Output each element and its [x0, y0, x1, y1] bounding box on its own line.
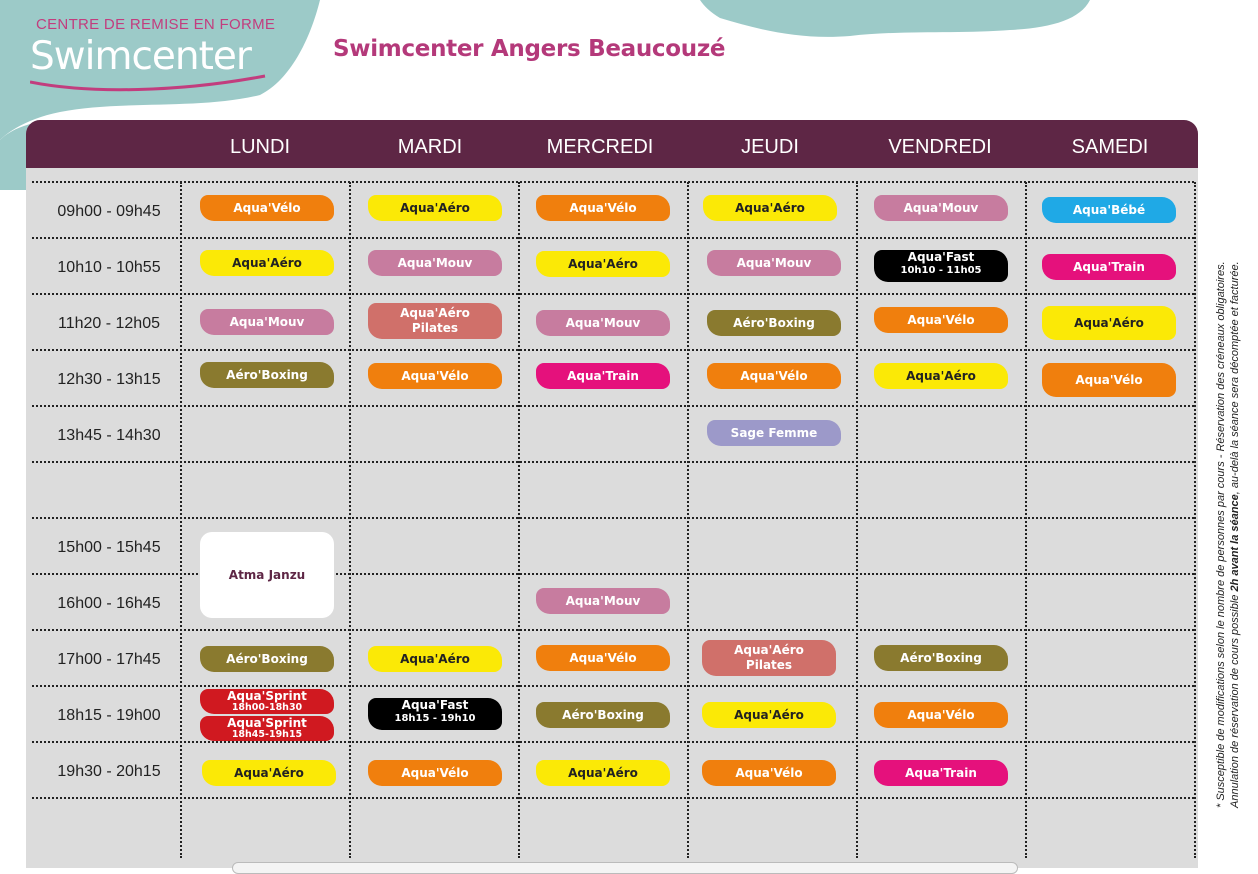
time-slot-label: 16h00 - 16h45	[57, 595, 161, 612]
grid-line	[32, 517, 1194, 519]
grid-line	[32, 349, 1194, 351]
page-title: Swimcenter Angers Beaucouzé	[333, 36, 726, 62]
class-aqua-mouv[interactable]: Aqua'Mouv	[874, 195, 1008, 221]
class-name: Aqua'Fast	[401, 698, 469, 712]
class-name: Aqua'Fast	[907, 250, 975, 264]
brand-logo: Swimcenter	[30, 34, 251, 79]
disclaimer-line-2	[1228, 188, 1242, 808]
grid-line	[32, 741, 1194, 743]
class-aero-boxing[interactable]: Aéro'Boxing	[536, 702, 670, 728]
time-slot-label: 15h00 - 15h45	[57, 539, 161, 556]
disclaimer-text: , au-delà la séance sera décomptée et facturée.	[1229, 261, 1241, 495]
class-name: Aqua'Aéro	[400, 306, 470, 320]
class-aqua-aero[interactable]: Aqua'Aéro	[368, 646, 502, 672]
bottom-scroll-bar[interactable]	[232, 862, 1018, 874]
grid-column-line	[1194, 182, 1196, 858]
class-aqua-fast[interactable]	[368, 698, 502, 730]
class-aqua-aero[interactable]: Aqua'Aéro	[1042, 306, 1176, 340]
time-slot-label: 18h15 - 19h00	[57, 707, 161, 724]
class-aqua-aero[interactable]: Aqua'Aéro	[536, 251, 670, 277]
days-header	[26, 120, 1198, 168]
class-aqua-velo[interactable]: Aqua'Vélo	[200, 195, 334, 221]
time-slot-label: 17h00 - 17h45	[57, 651, 161, 668]
class-aqua-velo[interactable]: Aqua'Vélo	[536, 195, 670, 221]
class-aqua-velo[interactable]: Aqua'Vélo	[368, 363, 502, 389]
time-slot-label: 10h10 - 10h55	[57, 259, 161, 276]
class-name-line2: Pilates	[745, 658, 793, 672]
class-aqua-velo[interactable]: Aqua'Vélo	[707, 363, 841, 389]
class-aqua-mouv[interactable]: Aqua'Mouv	[200, 309, 334, 335]
class-aqua-aero[interactable]: Aqua'Aéro	[703, 195, 837, 221]
disclaimer-note	[1214, 188, 1242, 808]
class-aqua-aero-pilates[interactable]	[368, 303, 502, 339]
class-aqua-aero[interactable]: Aqua'Aéro	[536, 760, 670, 786]
grid-line	[32, 629, 1194, 631]
time-slot-label: 13h45 - 14h30	[57, 427, 161, 444]
class-aero-boxing[interactable]: Aéro'Boxing	[200, 362, 334, 388]
time-slot-label: 19h30 - 20h15	[57, 763, 161, 780]
class-name: Aqua'Sprint	[227, 716, 307, 730]
class-aqua-velo[interactable]: Aqua'Vélo	[874, 702, 1008, 728]
logo-swoosh-icon	[30, 74, 270, 92]
disclaimer-emphasis: 2h avant la séance	[1229, 494, 1241, 592]
grid-line	[32, 405, 1194, 407]
day-tuesday: MARDI	[397, 136, 463, 158]
class-aqua-train[interactable]: Aqua'Train	[1042, 254, 1176, 280]
class-aqua-velo[interactable]: Aqua'Vélo	[536, 645, 670, 671]
class-time: 18h15 - 19h10	[394, 713, 476, 724]
class-aqua-aero-pilates[interactable]	[702, 640, 836, 676]
grid-column-line	[856, 182, 858, 858]
class-aqua-aero[interactable]: Aqua'Aéro	[200, 250, 334, 276]
class-aqua-mouv[interactable]: Aqua'Mouv	[368, 250, 502, 276]
grid-line	[32, 685, 1194, 687]
class-aqua-aero[interactable]: Aqua'Aéro	[702, 702, 836, 728]
class-sage-femme[interactable]: Sage Femme	[707, 420, 841, 446]
day-wednesday: MERCREDI	[546, 136, 654, 158]
class-aqua-mouv[interactable]: Aqua'Mouv	[707, 250, 841, 276]
day-monday: LUNDI	[229, 136, 290, 158]
grid-line	[32, 797, 1194, 799]
class-atma-janzu[interactable]: Atma Janzu	[200, 532, 334, 618]
class-aqua-mouv[interactable]: Aqua'Mouv	[536, 588, 670, 614]
class-name: Aqua'Sprint	[227, 689, 307, 703]
class-aqua-aero[interactable]: Aqua'Aéro	[368, 195, 502, 221]
class-aqua-train[interactable]: Aqua'Train	[536, 363, 670, 389]
day-friday: VENDREDI	[888, 136, 992, 158]
class-aero-boxing[interactable]: Aéro'Boxing	[707, 310, 841, 336]
day-saturday: SAMEDI	[1071, 136, 1149, 158]
grid-column-line	[180, 182, 182, 858]
disclaimer-text: Annulation de réservation de cours possible	[1229, 591, 1241, 808]
class-aqua-sprint[interactable]	[200, 689, 334, 714]
class-aqua-bebe[interactable]: Aqua'Bébé	[1042, 197, 1176, 223]
grid-line	[32, 293, 1194, 295]
class-aqua-aero[interactable]: Aqua'Aéro	[202, 760, 336, 786]
class-aero-boxing[interactable]: Aéro'Boxing	[874, 645, 1008, 671]
time-slot-label: 11h20 - 12h05	[57, 315, 160, 332]
time-slot-label: 12h30 - 13h15	[57, 371, 161, 388]
class-aqua-velo[interactable]: Aqua'Vélo	[1042, 363, 1176, 397]
schedule-board	[26, 120, 1198, 868]
class-aqua-train[interactable]: Aqua'Train	[874, 760, 1008, 786]
class-aqua-fast[interactable]	[874, 250, 1008, 282]
class-name: Aqua'Aéro	[734, 643, 804, 657]
grid-column-line	[687, 182, 689, 858]
disclaimer-line: * Susceptible de modifications selon le nombre de personnes par cours - Réservation des créneaux obligatoires.	[1215, 261, 1227, 808]
day-thursday: JEUDI	[741, 136, 799, 158]
class-time: 18h00-18h30	[231, 702, 303, 713]
class-aqua-mouv[interactable]: Aqua'Mouv	[536, 310, 670, 336]
grid-line	[32, 237, 1194, 239]
class-name-line2: Pilates	[411, 321, 459, 335]
class-aqua-velo[interactable]: Aqua'Vélo	[368, 760, 502, 786]
time-slot-label: 09h00 - 09h45	[57, 203, 161, 220]
class-aqua-velo[interactable]: Aqua'Vélo	[874, 307, 1008, 333]
class-aqua-aero[interactable]: Aqua'Aéro	[874, 363, 1008, 389]
grid-column-line	[349, 182, 351, 858]
grid-column-line	[518, 182, 520, 858]
grid-line	[32, 181, 1194, 183]
grid-line	[32, 461, 1194, 463]
class-aqua-sprint[interactable]	[200, 716, 334, 741]
class-aero-boxing[interactable]: Aéro'Boxing	[200, 646, 334, 672]
class-aqua-velo[interactable]: Aqua'Vélo	[702, 760, 836, 786]
grid-column-line	[1025, 182, 1027, 858]
brand-tagline: CENTRE DE REMISE EN FORME	[36, 16, 276, 33]
class-time: 18h45-19h15	[231, 729, 303, 740]
class-time: 10h10 - 11h05	[900, 265, 982, 276]
